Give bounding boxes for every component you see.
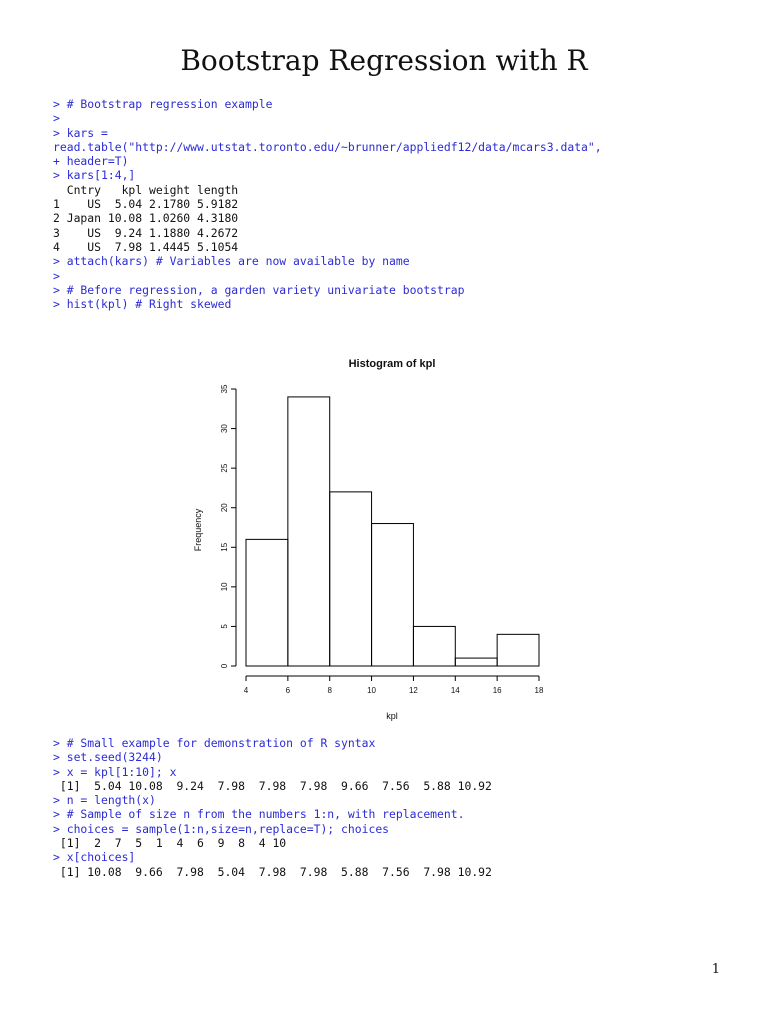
code-line: > x[choices] <box>53 850 136 865</box>
code-block-setup <box>53 97 602 311</box>
histogram-chart <box>180 345 560 735</box>
code-line: > x = kpl[1:10]; x <box>53 764 177 779</box>
chart-title: Histogram of kpl <box>348 358 436 370</box>
x-tick-label: 12 <box>408 686 418 695</box>
code-line: [1] 5.04 10.08 9.24 7.98 7.98 7.98 9.66 7.56 5.88 10.92 <box>53 778 492 793</box>
x-tick-label: 14 <box>450 686 460 695</box>
histogram-bar <box>455 658 497 666</box>
y-tick-label: 0 <box>220 663 229 669</box>
page-title: Bootstrap Regression with R <box>180 44 588 77</box>
code-line: > # Before regression, a garden variety univariate bootstrap <box>53 282 465 297</box>
histogram-bar <box>413 626 455 666</box>
code-line: > hist(kpl) # Right skewed <box>53 297 232 312</box>
code-line: > n = length(x) <box>53 793 156 808</box>
code-line: Cntry kpl weight length <box>53 182 239 197</box>
y-tick-label: 35 <box>220 384 229 394</box>
histogram-bar <box>372 524 414 666</box>
code-line: [1] 2 7 5 1 4 6 9 8 4 10 <box>53 836 287 851</box>
code-block-sample <box>53 736 492 879</box>
y-axis <box>220 384 236 668</box>
histogram-bar <box>330 492 372 666</box>
code-line: 2 Japan 10.08 1.0260 4.3180 <box>53 211 239 226</box>
code-line: 1 US 5.04 2.1780 5.9182 <box>53 197 239 212</box>
histogram-bars <box>246 397 539 666</box>
x-tick-label: 8 <box>327 686 332 695</box>
y-tick-label: 20 <box>220 503 229 513</box>
histogram-bar <box>288 397 330 666</box>
x-tick-label: 4 <box>243 686 249 695</box>
code-line: > set.seed(3244) <box>53 750 163 765</box>
code-line: > <box>53 268 60 283</box>
histogram-bar <box>497 634 539 666</box>
x-tick-label: 16 <box>492 686 502 695</box>
code-line: > attach(kars) # Variables are now available by name <box>53 254 410 269</box>
code-line: > # Bootstrap regression example <box>53 97 273 111</box>
code-line: > # Sample of size n from the numbers 1:n, with replacement. <box>53 807 465 822</box>
code-line: 4 US 7.98 1.4445 5.1054 <box>53 239 239 254</box>
y-tick-label: 30 <box>220 424 229 434</box>
code-line: > # Small example for demonstration of R syntax <box>53 736 376 750</box>
x-tick-label: 10 <box>367 686 377 695</box>
y-axis-label: Frequency <box>193 508 203 552</box>
code-line: + header=T) <box>53 154 129 169</box>
y-tick-label: 15 <box>220 542 229 552</box>
y-tick-label: 5 <box>220 624 229 629</box>
code-line: read.table("http://www.utstat.toronto.edu/~brunner/appliedf12/data/mcars3.data", <box>53 139 602 154</box>
code-line: > kars[1:4,] <box>53 168 136 183</box>
y-tick-label: 10 <box>220 582 229 592</box>
code-line: > kars = <box>53 125 108 140</box>
x-tick-label: 18 <box>534 686 544 695</box>
code-line: > <box>53 111 60 126</box>
code-line: > choices = sample(1:n,size=n,replace=T); choices <box>53 821 390 836</box>
x-axis-label: kpl <box>386 711 398 721</box>
x-tick-label: 6 <box>285 686 291 695</box>
histogram-bar <box>246 539 288 666</box>
x-axis <box>244 676 544 695</box>
y-tick-label: 25 <box>220 463 229 473</box>
code-line: [1] 10.08 9.66 7.98 5.04 7.98 7.98 5.88 7.56 7.98 10.92 <box>53 864 492 879</box>
page-number: 1 <box>711 962 720 977</box>
code-line: 3 US 9.24 1.1880 4.2672 <box>53 225 239 240</box>
